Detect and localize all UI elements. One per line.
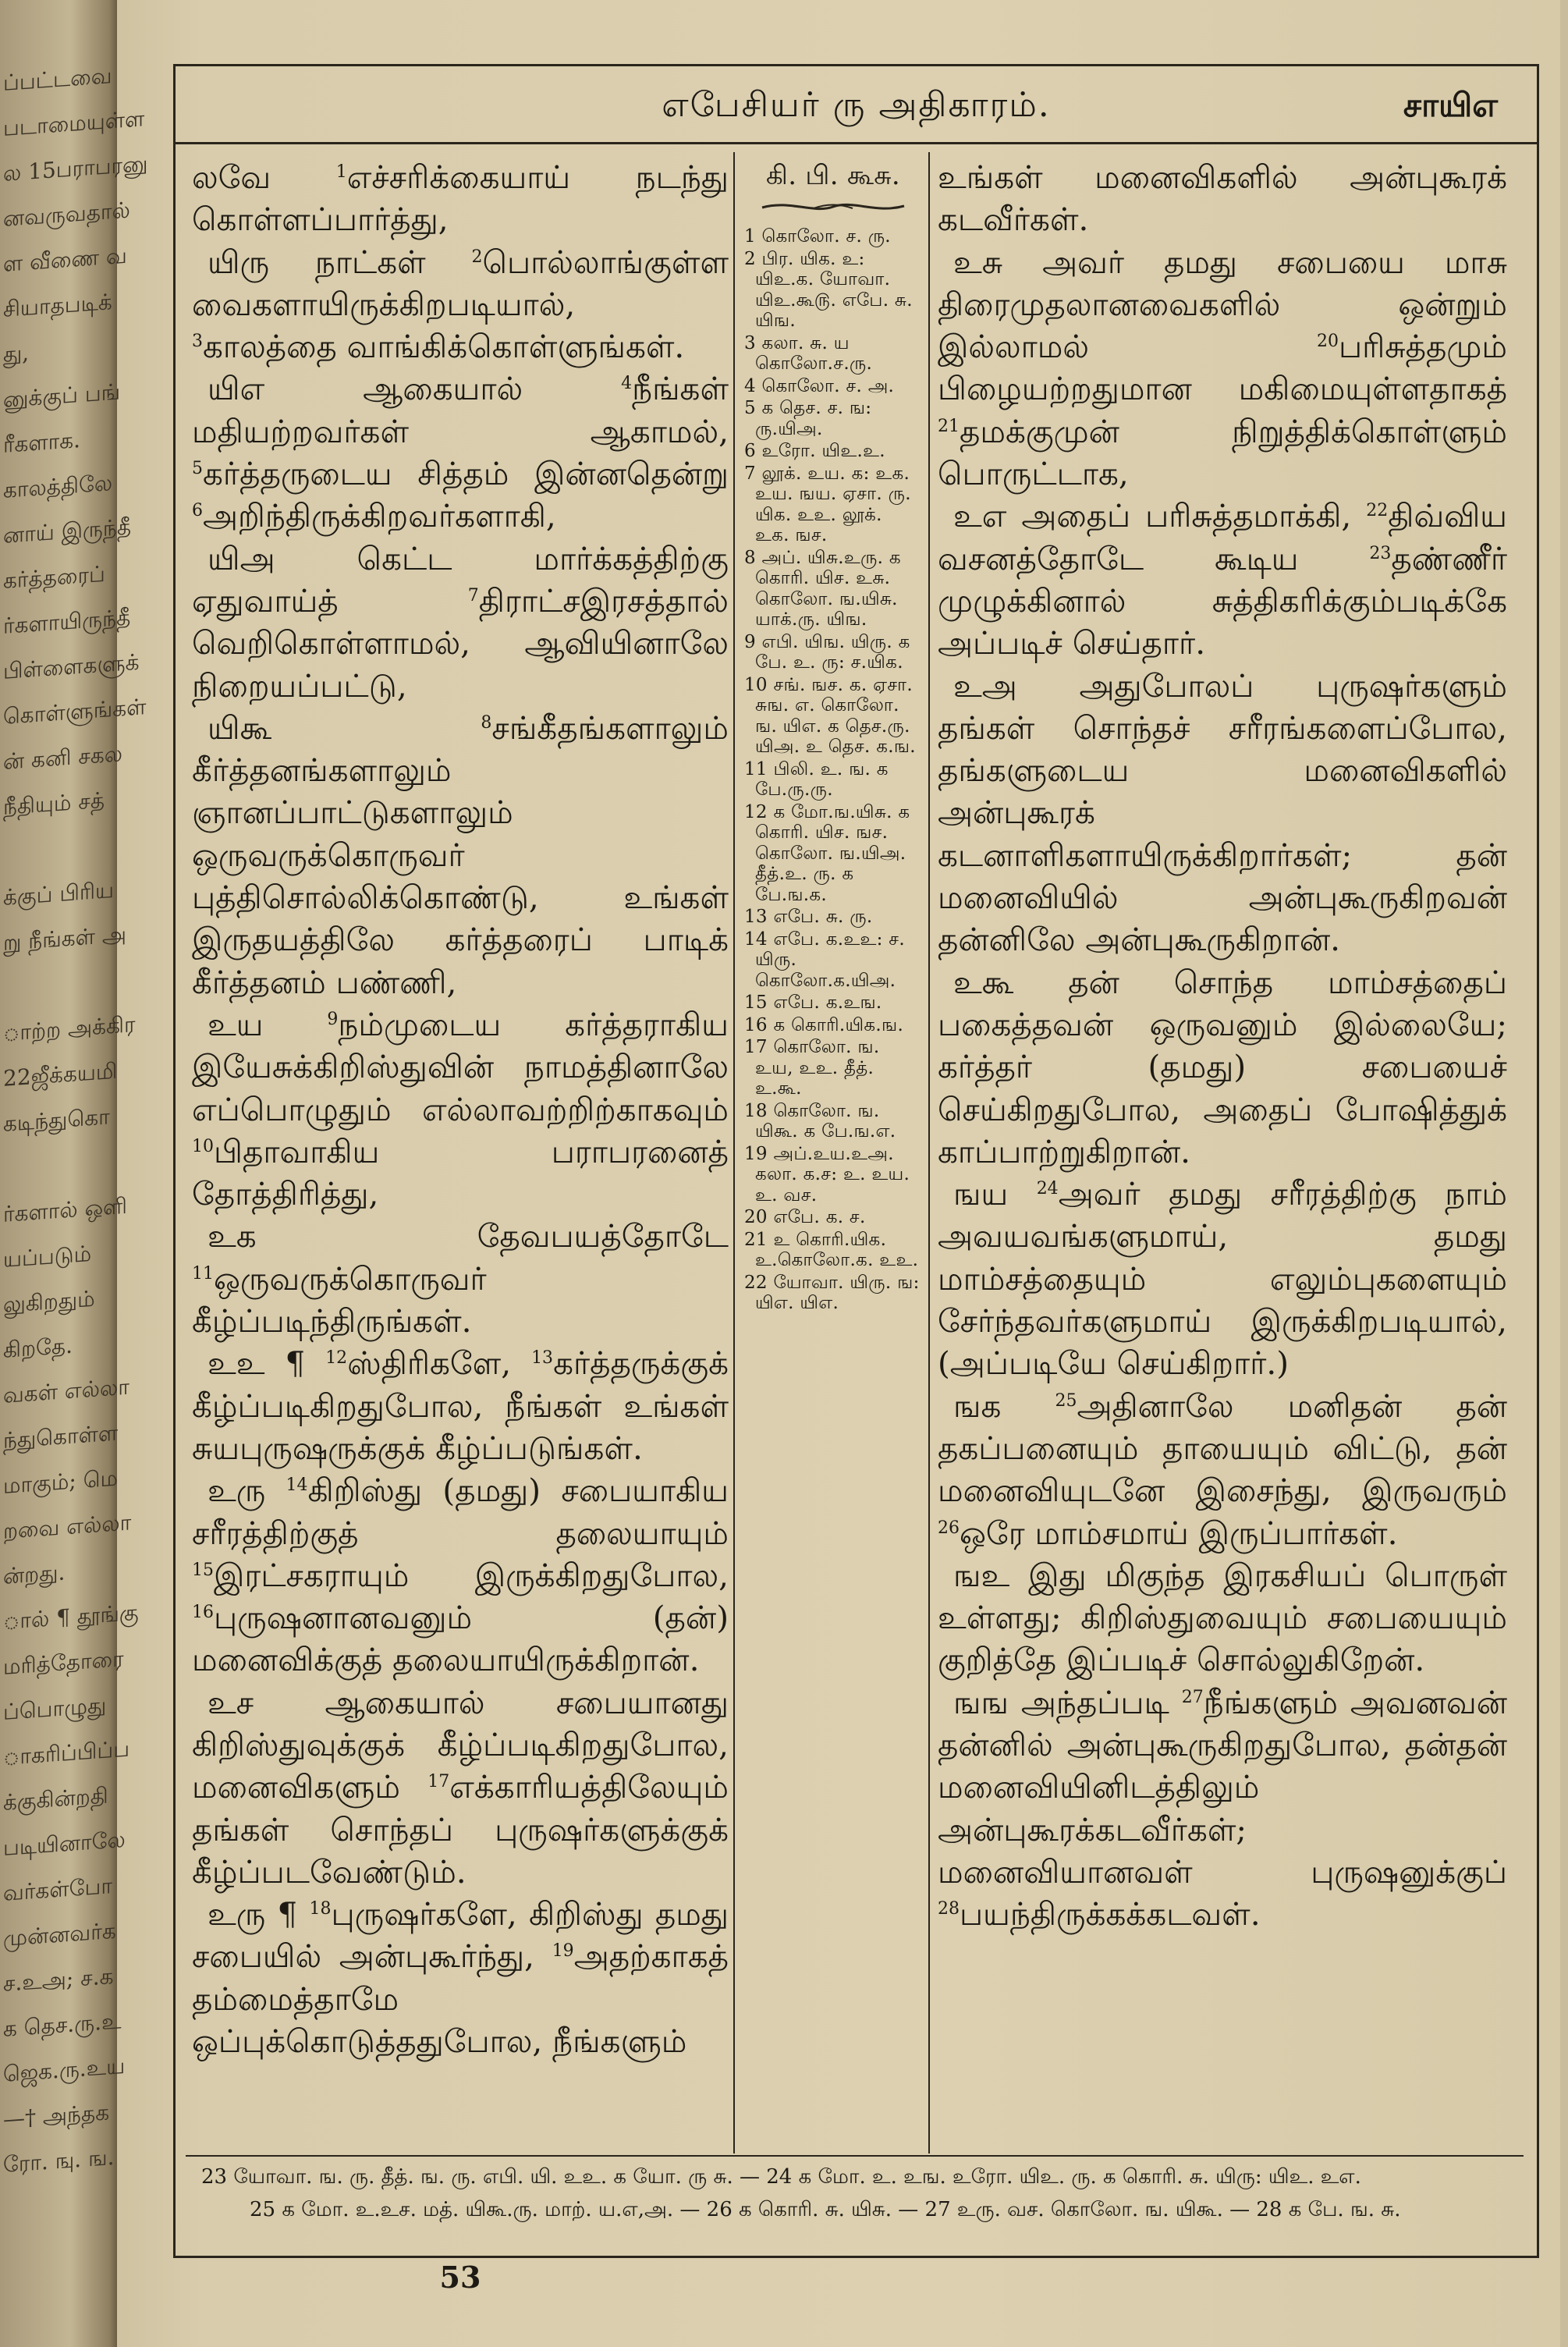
- right-text-column: [938, 156, 1507, 1935]
- facing-page-fragment: முன்னவர்க: [3, 1917, 116, 1951]
- facing-page-fragment: படாமையுள்ள: [3, 105, 145, 141]
- facing-page-fragment: ாகரிப்பிப்ப: [3, 1735, 130, 1770]
- cross-reference-list: [744, 226, 922, 1314]
- cross-reference-item: 16 க கொரி.யிக.ங.: [744, 1014, 904, 1035]
- facing-page-fragment: சியாதபடிக்: [3, 289, 112, 322]
- verse-text: ஆகையால் $^4$நீங்கள் மதியற்றவர்கள் ஆகாமல், $^5$கர்த்தருடைய சித்தம் இன்னதென்று $^6$அறிந்திருக்கிறவர்களாகி,: [192, 370, 729, 535]
- column-rule-right: [928, 152, 930, 2153]
- facing-page-fragment: ன்றது.: [3, 1559, 66, 1589]
- facing-page-fragment: ரீகளாக.: [3, 426, 81, 458]
- verse-text: $^9$நம்முடைய கர்த்தராகிய இயேசுக்கிறிஸ்துவின் நாமத்தினாலே எப்பொழுதும் எல்லாவற்றிற்காகவும் $^{10}$பிதாவாகிய பராபரனைத் தோத்திரித்து,: [192, 1005, 729, 1213]
- verse-number: ஙக: [953, 1387, 1055, 1425]
- left-verse: [192, 1215, 729, 1342]
- verse-text: ஆகையால் சபையானது கிறிஸ்துவுக்குக் கீழ்ப்படிகிறதுபோல, மனைவிகளும் $^{17}$எக்காரியத்திலேயும் தங்கள் சொந்தப் புருஷர்களுக்குக் கீழ்ப்படவேண்டும்.: [192, 1683, 729, 1891]
- cross-reference-item: 3 கலா. சு. ய கொலோ.ச.ரு.: [744, 332, 873, 374]
- verse-text: $^{24}$அவர் தமது சரீரத்திற்கு நாம் அவயவங்களுமாய், தமது மாம்சத்தையும் எலும்புகளையும் சேர்ந்தவர்களுமாய் இருக்கிறபடியால், (அப்படியே செய்கிறார்.): [938, 1175, 1508, 1383]
- right-verse: [938, 495, 1507, 664]
- facing-page-fragment: க தெச.ரு.உ: [3, 2008, 122, 2042]
- right-verse: [938, 1554, 1507, 1681]
- cross-reference-column: [744, 156, 922, 1316]
- verse-text: ¶ $^{18}$புருஷர்களே, கிறிஸ்து தமது சபையில் அன்புகூர்ந்து, $^{19}$அதற்காகத் தம்மைத்தாமே ஒப்புக்கொடுத்ததுபோல, நீங்களும்: [192, 1895, 729, 2061]
- verse-number: ஙய: [953, 1175, 1037, 1213]
- cross-reference-item: 10 சங். ஙச. க. ஏசா. சுங. எ. கொலோ. ங. யிஎ. க தெச.ரு. யிஅ. உ தெச. க.ங.: [744, 674, 916, 757]
- verse-text: கெட்ட மார்க்கத்திற்கு ஏதுவாய்த் $^7$திராட்சஇரசத்தால் வெறிகொள்ளாமல், ஆவியினாலே நிறையப்பட்டு,: [192, 539, 729, 705]
- verse-text: $^{25}$அதினாலே மனிதன் தன் தகப்பனையும் தாயையும் விட்டு, தன் மனைவியுடனே இசைந்து, இருவரும் $^{26}$ஒரே மாம்சமாய் இருப்பார்கள்.: [938, 1387, 1508, 1552]
- facing-page-fragment: து,: [3, 339, 30, 367]
- verse-number: உகூ: [953, 963, 1069, 1001]
- verse-number: யிரு: [208, 243, 315, 281]
- facing-page-fragment: [3, 1145, 112, 1187]
- facing-page-fragment: னவருவதால்: [3, 197, 130, 232]
- facing-page-fragment: —† அந்தக: [3, 2099, 110, 2132]
- right-verse: [938, 1385, 1507, 1554]
- facing-page-fragment: ாற்ற அக்கிர: [3, 1011, 136, 1046]
- cross-reference-item: 21 உ கொரி.யிக. உ.கொலோ.க. உஉ.: [744, 1229, 919, 1270]
- facing-page-fragment: பிள்ளைகளுக்: [3, 648, 140, 684]
- left-verse: [192, 538, 729, 707]
- cross-reference-item: 1 கொலோ. ச. ரு.: [744, 226, 891, 247]
- facing-page-fragment: னுக்குப் பங்: [3, 378, 121, 413]
- facing-page-fragment: ர்களால் ஒளி: [3, 1192, 127, 1227]
- cross-reference-item: 14 எபே. க.உஉ: ச. யிரு. கொலோ.க.யிஅ.: [744, 929, 905, 991]
- facing-page-spine: [0, 0, 148, 2347]
- facing-page-fragment: ச.உஅ; ச.க: [3, 1962, 114, 1997]
- facing-page-fragment: கொள்ளுங்கள்: [3, 694, 147, 730]
- verse-text: லவே $^1$எச்சரிக்கையாய் நடந்து கொள்ளப்பார்த்து,: [192, 158, 729, 239]
- column-rule-left: [733, 152, 735, 2153]
- footnote-line-2: 25 க மோ. உ.உச. மத். யிகூ.ரு. மாற். ய.எ,அ. — 26 க கொரி. சு. யிசு. — 27 உரு. வச. கொலோ. ங. யிகூ. — 28 க பே. ங. சு.: [250, 2198, 1401, 2221]
- facing-page-fragment: ர்களாயிருந்தீ: [3, 604, 131, 639]
- right-verse: [938, 241, 1507, 495]
- cross-reference-item: 15 எபே. க.உங.: [744, 992, 882, 1013]
- facing-page-fragment: றவை எல்லா: [3, 1509, 132, 1544]
- facing-page-fragment: னாய் இருந்தீ: [3, 513, 132, 549]
- facing-page-fragment: கர்த்தரைப்: [3, 560, 105, 594]
- facing-page-fragment: ப்பொழுது: [3, 1692, 107, 1725]
- cross-reference-item: 9 எபி. யிங. யிரு. க பே. உ. ரு: ச.யிக.: [744, 631, 910, 673]
- verse-number: யிஅ: [208, 539, 357, 577]
- facing-page-fragment: 22ஜீக்கயமி: [3, 1057, 118, 1092]
- facing-page-fragment: கடிந்துகொ: [3, 1103, 110, 1137]
- verse-number: உரு: [208, 1895, 278, 1933]
- left-text-column: [192, 156, 729, 2062]
- facing-page-fragment: ால் ¶ தூங்கு: [3, 1599, 139, 1635]
- page-number: 53: [439, 2260, 481, 2295]
- verse-number: யிஎ: [208, 370, 364, 408]
- left-verse: [192, 1469, 729, 1681]
- facing-page-fragment: ல 15பராபரனு: [3, 150, 148, 186]
- verse-number: ஙஉ: [953, 1556, 1029, 1594]
- left-verse: [192, 367, 729, 537]
- cross-reference-item: 22 யோவா. யிரு. ங: யிஎ. யிஎ.: [744, 1272, 920, 1313]
- verse-text: அந்தப்படி $^{27}$நீங்களும் அவனவன் தன்னில் அன்புகூருகிறதுபோல, தன்தன் மனைவியினிடத்திலும் அன்புகூரக்கடவீர்கள்; மனைவியானவள் புருஷனுக்குப் $^{28}$பயந்திருக்கக்கடவள்.: [938, 1683, 1507, 1933]
- facing-page-fragment: கிறதே.: [3, 1332, 73, 1363]
- facing-page-fragment: க்குப் பிரிய: [3, 876, 115, 911]
- verse-number: உக: [208, 1217, 477, 1255]
- verse-number: உய: [208, 1005, 328, 1043]
- verse-text: $^8$சங்கீதங்களாலும் கீர்த்தனங்களாலும் ஞானப்பாட்டுகளாலும் ஒருவருக்கொருவர் புத்திசொல்லிக்கொண்டு, உங்கள் இருதயத்திலே கர்த்தரைப் பாடிக் கீர்த்தனம் பண்ணி,: [192, 708, 729, 1001]
- cross-reference-item: 18 கொலோ. ங. யிகூ. க பே.ங.எ.: [744, 1100, 896, 1142]
- right-verse: [938, 1681, 1507, 1936]
- verse-number: உஎ: [953, 497, 1022, 535]
- right-verse: [938, 961, 1507, 1173]
- verse-text: உங்கள் மனைவிகளில் அன்புகூரக் கடவீர்கள்.: [938, 158, 1507, 239]
- cross-reference-item: 2 பிர. யிக. உ: யிஉ.க. யோவா. யிஉ.கூ௫. எபே. சு. யிங.: [744, 248, 913, 331]
- right-verse: [938, 665, 1507, 961]
- facing-page-fragment: ஜெக.ரு.உய: [3, 2052, 126, 2087]
- verse-number: உஅ: [953, 666, 1080, 705]
- facing-page-fragment: காலத்திலே: [3, 470, 113, 503]
- verse-text: $^{14}$கிறிஸ்து (தமது) சபையாகிய சரீரத்திற்குத் தலையாயும் $^{15}$இரட்சகராயும் இருக்கிறதுபோல, $^{16}$புருஷனானவனும் (தன்) மனைவிக்குத் தலையாயிருக்கிறான்.: [192, 1472, 729, 1679]
- right-verse: [938, 156, 1507, 241]
- facing-page-fragment: மாகும்; மெ: [3, 1465, 119, 1499]
- facing-page-fragment: மரித்தோரை: [3, 1646, 124, 1680]
- facing-page-fragment: நீதியும் சத்: [3, 786, 105, 820]
- cross-reference-item: 8 அப். யிசு.உரு. க கொரி. யிச. உசு. கொலோ. ங.யிசு. யாக்.ரு. யிங.: [744, 547, 901, 630]
- facing-page-fragment: படியினாலே: [3, 1826, 126, 1861]
- verse-text: இது மிகுந்த இரகசியப் பொருள் உள்ளது; கிறிஸ்துவையும் சபையையும் குறித்தே இப்படிச் சொல்லுகிறேன்.: [938, 1556, 1508, 1679]
- facing-page-fragment: ரோ. ஙு. ங.: [3, 2143, 115, 2178]
- verse-number: யிகூ: [208, 708, 481, 747]
- left-verse: [192, 1342, 729, 1469]
- verse-text: அதைப் பரிசுத்தமாக்கி, $^{22}$திவ்விய வசனத்தோடே கூடிய $^{23}$தண்ணீர் முழுக்கினால் சுத்திகரிக்கும்படிக்கே அப்படிச் செய்தார்.: [938, 497, 1508, 662]
- cross-reference-item: 11 பிலி. உ. ங. க பே.ரு.ரு.: [744, 758, 889, 800]
- verse-number: உசு: [953, 243, 1043, 281]
- facing-page-fragment: ள வீணை வ: [3, 242, 127, 277]
- facing-page-fragment: வர்கள்போ: [3, 1873, 112, 1906]
- left-verse: [192, 1681, 729, 1893]
- verse-text: அதுபோலப் புருஷர்களும் தங்கள் சொந்தச் சரீரங்களைப்போல, தங்களுடைய மனைவிகளில் அன்புகூரக் கடனாளிகளாயிருக்கிறார்கள்; தன் மனைவியில் அன்புகூருகிறவன் தன்னிலே அன்புகூருகிறான்.: [938, 666, 1507, 959]
- right-verse: [938, 1173, 1507, 1384]
- facing-page-fragment: யப்படும்: [3, 1240, 92, 1273]
- verse-text: தேவபயத்தோடே $^{11}$ஒருவருக்கொருவர் கீழ்ப்படிந்திருங்கள்.: [192, 1217, 729, 1340]
- cross-reference-heading: கி. பி. கூசு.: [766, 160, 900, 191]
- verse-number: ஙங: [953, 1683, 1021, 1721]
- ornament-flourish-icon: [759, 198, 907, 215]
- cross-reference-item: 4 கொலோ. ச. அ.: [744, 375, 895, 396]
- cross-reference-item: 5 க தெச. ச. ங: ரு.யிஅ.: [744, 398, 872, 439]
- facing-page-fragment: லுகிறதும்: [3, 1285, 95, 1318]
- left-verse: [192, 1003, 729, 1215]
- cross-reference-item: 19 அப்.உய.உஅ. கலா. க.ச: உ. உய. உ. வச.: [744, 1143, 910, 1205]
- cross-reference-item: 12 க மோ.ங.யிசு. க கொரி. யிச. ஙச. கொலோ. ங.யிஅ. தீத்.உ. ரு. க பே.ங.க.: [744, 801, 910, 905]
- header-rule: [173, 142, 1539, 144]
- cross-reference-item: 7 லூக். உய. க: உக. உய. ஙய. ஏசா. ரு. யிக. உஉ. லூக். உக. ஙச.: [744, 463, 911, 545]
- verse-number: உஉ: [208, 1344, 286, 1383]
- verse-number: உரு: [208, 1472, 286, 1510]
- running-title: எபேசியர் ரு அதிகாரம்.: [662, 85, 1051, 125]
- cross-reference-item: 13 எபே. சு. ரு.: [744, 907, 873, 927]
- facing-page-fragment: [3, 964, 112, 1006]
- footnote-rule: [186, 2155, 1524, 2157]
- verse-number: உச: [208, 1683, 325, 1721]
- facing-page-fragment: ன் கனி சகல: [3, 740, 123, 775]
- verse-text: நாட்கள் $^2$பொல்லாங்குள்ள வைகளாயிருக்கிறபடியால், $^3$காலத்தை வாங்கிக்கொள்ளுங்கள்.: [192, 243, 729, 366]
- cross-reference-item: 6 உரோ. யிஉ.உ.: [744, 441, 885, 461]
- left-verse: [192, 1893, 729, 2062]
- left-verse: [192, 707, 729, 1003]
- facing-page-fragment: று நீங்கள் அ: [3, 921, 126, 956]
- facing-page-fragment: ப்பட்டவை: [3, 62, 112, 96]
- running-header-right: சாயிஎ: [1403, 86, 1498, 124]
- verse-text: அவர் தமது சபையை மாசு திரைமுதலானவைகளில் ஒன்றும் இல்லாமல் $^{20}$பரிசுத்தமும் பிழையற்றதுமான மகிமையுள்ளதாகத் $^{21}$தமக்குமுன் நிறுத்திக்கொள்ளும் பொருட்டாக,: [938, 243, 1507, 493]
- facing-page-fragment: [3, 828, 112, 870]
- left-verse: [192, 156, 729, 241]
- facing-page-fragment: ந்துகொள்ள: [3, 1419, 119, 1454]
- cross-reference-item: 17 கொலோ. ங. உய, உஉ. தீத். உ.கூ.: [744, 1037, 880, 1099]
- facing-page-fragment: வகள் எல்லா: [3, 1373, 129, 1408]
- verse-text: ¶ $^{12}$ஸ்திரிகளே, $^{13}$கர்த்தருக்குக் கீழ்ப்படிகிறதுபோல, நீங்கள் உங்கள் சுயபுருஷருக்குக் கீழ்ப்படுங்கள்.: [192, 1344, 729, 1467]
- left-verse: [192, 241, 729, 368]
- facing-page-fragment: க்குகின்றதி: [3, 1782, 108, 1816]
- cross-reference-item: 20 எபே. க. ச.: [744, 1207, 866, 1227]
- footnote-line-1: 23 யோவா. ங. ரு. தீத். ங. ரு. எபி. யி. உஉ. க யோ. ரு சு. — 24 க மோ. உ. உங. உரோ. யிஉ. ரு. க கொரி. சு. யிரு: யிஉ. உஎ.: [201, 2165, 1361, 2189]
- verse-text: தன் சொந்த மாம்சத்தைப் பகைத்தவன் ஒருவனும் இல்லையே; கர்த்தர் (தமது) சபையைச் செய்கிறதுபோல, அதைப் போஷித்துக் காப்பாற்றுகிறான்.: [938, 963, 1507, 1170]
